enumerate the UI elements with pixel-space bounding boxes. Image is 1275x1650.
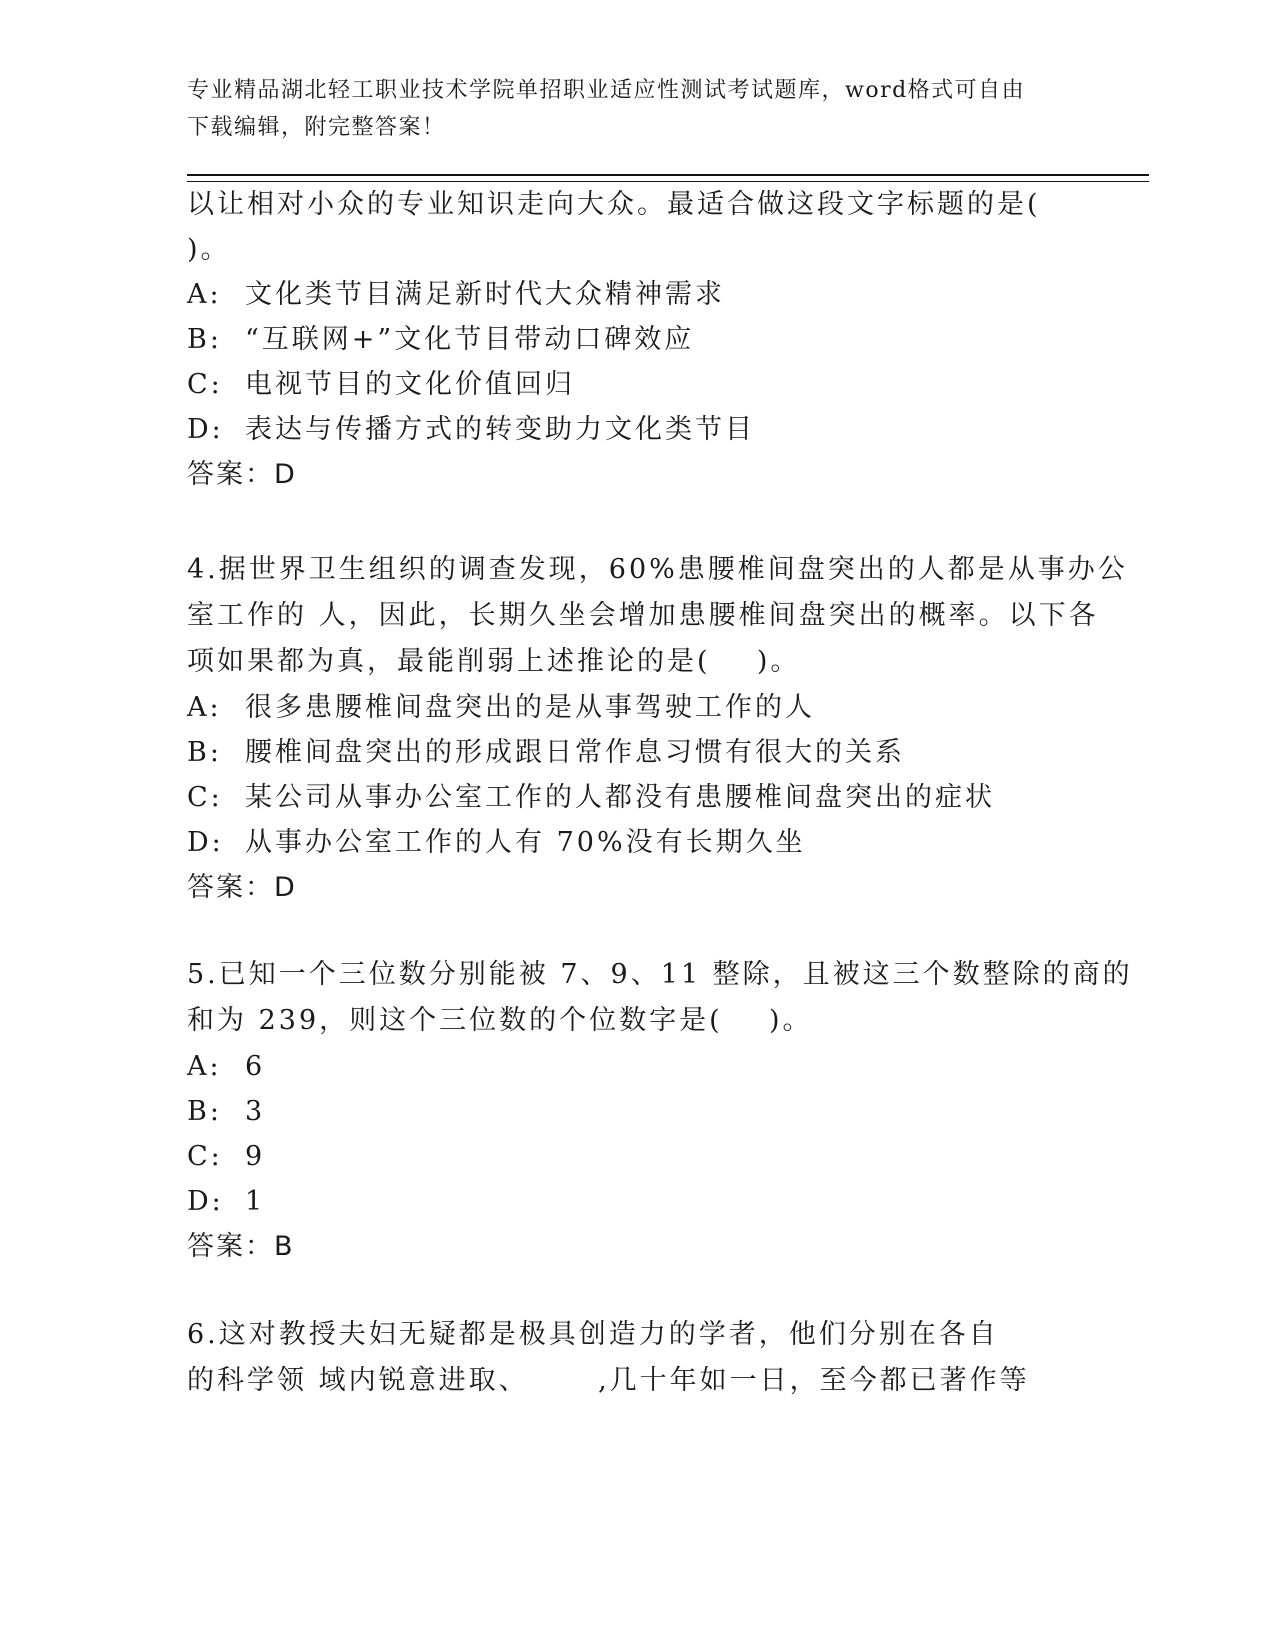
question-4-option-a [187,685,1087,730]
question-5 [187,952,1133,1269]
option-text: “互联网+”文化节目带动口碑效应 [245,324,695,355]
option-text: 9 [245,1141,266,1172]
option-key: D: [187,1186,224,1217]
question-5-line-2: 和为 239，则这个三位数的个位数字是( )。 [187,1005,813,1036]
option-key: C: [187,369,223,400]
option-text: 6 [245,1051,266,1082]
option-text: 从事办公室工作的人有 70%没有长期久坐 [245,827,806,858]
option-key: D: [187,414,224,445]
question-4 [187,547,1128,910]
question-5-answer: 答案：B [187,1231,295,1262]
question-3 [187,182,1087,497]
option-text: 很多患腰椎间盘突出的是从事驾驶工作的人 [245,692,815,723]
question-4-option-b [187,730,1087,775]
question-5-line-1: 5.已知一个三位数分别能被 7、9、11 整除，且被这三个数整除的商的 [187,959,1133,990]
question-5-option-b [187,1089,1087,1134]
page-header [187,72,1067,146]
option-text: 某公司从事办公室工作的人都没有患腰椎间盘突出的症状 [245,782,995,813]
option-key: A: [187,1051,222,1082]
option-key: D: [187,827,224,858]
question-3-option-c [187,362,1087,407]
option-key: B: [187,324,222,355]
question-3-option-d [187,407,1087,452]
option-key: A: [187,692,222,723]
question-3-line-1: 以让相对小众的专业知识走向大众。最适合做这段文字标题的是( [187,189,1041,220]
option-text: 3 [245,1096,266,1127]
option-text: 表达与传播方式的转变助力文化类节目 [245,414,755,445]
option-text: 腰椎间盘突出的形成跟日常作息习惯有很大的关系 [245,737,905,768]
question-4-line-3: 项如果都为真，最能削弱上述推论的是( )。 [187,646,801,677]
header-divider-thick [187,174,1149,176]
header-line-2: 下载编辑，附完整答案！ [187,115,446,140]
question-5-option-d [187,1179,1087,1224]
option-key: B: [187,1096,222,1127]
question-4-option-c [187,775,1087,820]
question-3-option-a [187,272,1087,317]
question-4-answer: 答案：D [187,872,297,903]
option-text: 文化类节目满足新时代大众精神需求 [245,279,725,310]
question-3-option-b [187,317,1087,362]
question-4-line-2: 室工作的 人，因此，长期久坐会增加患腰椎间盘突出的概率。以下各 [187,600,1099,631]
question-5-option-c [187,1134,1087,1179]
option-key: C: [187,782,223,813]
option-key: B: [187,737,222,768]
question-4-option-d [187,820,1087,865]
question-3-line-2: )。 [187,234,231,265]
option-key: A: [187,279,222,310]
question-3-answer: 答案：D [187,459,297,490]
option-text: 电视节目的文化价值回归 [245,369,575,400]
question-6-line-2: 的科学领 域内锐意进取、 ,几十年如一日，至今都已著作等 [187,1365,1030,1396]
question-4-line-1: 4.据世界卫生组织的调查发现，60%患腰椎间盘突出的人都是从事办公 [187,554,1128,585]
option-key: C: [187,1141,223,1172]
header-line-1: 专业精品湖北轻工职业技术学院单招职业适应性测试考试题库，word格式可自由 [187,78,1026,103]
question-6-line-1: 6.这对教授夫妇无疑都是极具创造力的学者，他们分别在各自 [187,1319,999,1350]
option-text: 1 [245,1186,266,1217]
question-6 [187,1312,1087,1404]
question-5-option-a [187,1044,1087,1089]
